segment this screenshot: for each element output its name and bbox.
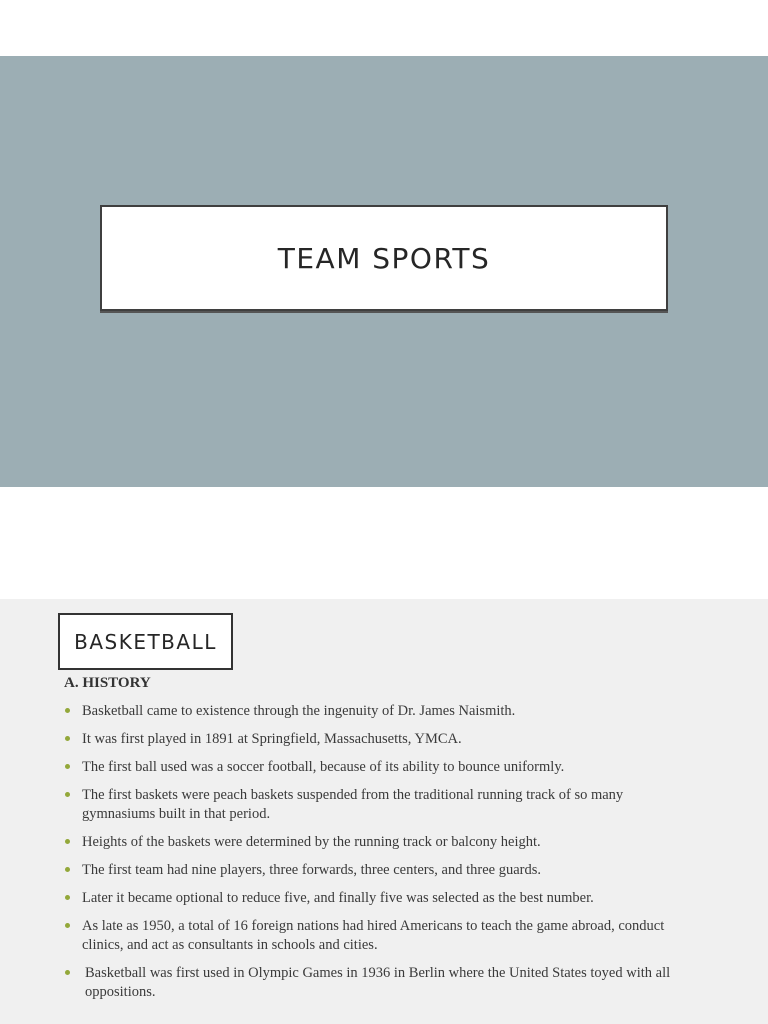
- slide-title: TEAM SPORTS: [277, 241, 491, 275]
- bullet-item: The first ball used was a soccer football, because of its ability to bounce uniformly.: [60, 758, 700, 777]
- section-subheading: A. HISTORY: [64, 675, 151, 691]
- bullet-item: Later it became optional to reduce five, and finally five was selected as the best number.: [60, 889, 700, 908]
- bullet-item: Heights of the baskets were determined by the running track or balcony height.: [60, 833, 700, 852]
- bullet-item: The first baskets were peach baskets suspended from the traditional running track of so many gymnasiums built in that period.: [60, 786, 700, 824]
- bullet-item: The first team had nine players, three forwards, three centers, and three guards.: [60, 861, 700, 880]
- bullet-item: Basketball was first used in Olympic Games in 1936 in Berlin where the United States toyed with all oppositions.: [60, 964, 700, 1002]
- heading-box: [58, 613, 233, 670]
- bullet-list: [60, 702, 700, 1011]
- content-slide: [0, 599, 768, 1024]
- title-box: [100, 205, 668, 311]
- bullet-item: It was first played in 1891 at Springfield, Massachusetts, YMCA.: [60, 730, 700, 749]
- bullet-item: As late as 1950, a total of 16 foreign nations had hired Americans to teach the game abroad, conduct clinics, and act as consultants in schools and cities.: [60, 917, 700, 955]
- title-slide: [0, 56, 768, 487]
- slide-heading: BASKETBALL: [74, 629, 217, 654]
- bullet-item: Basketball came to existence through the ingenuity of Dr. James Naismith.: [60, 702, 700, 721]
